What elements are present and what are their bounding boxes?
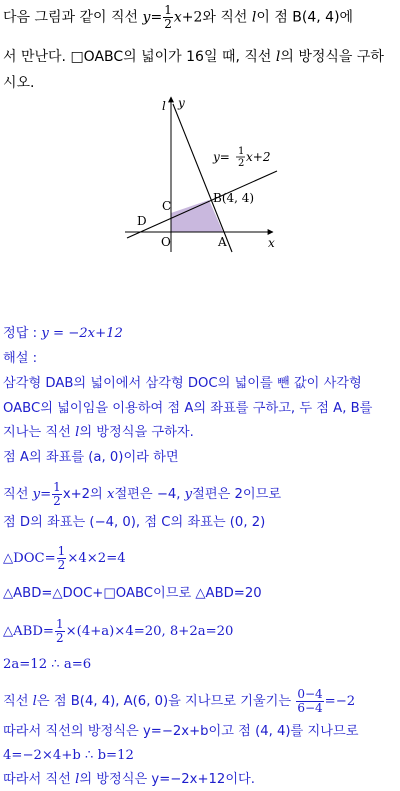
solution-line-4: 점 A의 좌표를 (a, 0)이라 하면: [3, 450, 179, 465]
fraction-one-half: [52, 481, 62, 508]
fraction-one-half: [55, 618, 65, 645]
question-text: 이 점 B(4, 4)에: [256, 9, 354, 26]
solution-line-10: 2a=12 ∴ a=6: [3, 657, 92, 672]
solution-line-8: △ABD=△DOC+□OABC이므로 △ABD=20: [3, 586, 262, 601]
solution-text: ×4×2=4: [67, 551, 126, 566]
equals-sign: =: [150, 9, 163, 26]
question-text: 와 직선: [202, 9, 252, 26]
label-point-d: D: [137, 214, 147, 228]
solution-line-13: 4=−2×4+b ∴ b=12: [3, 748, 134, 763]
var-y: y=: [32, 487, 52, 502]
coordinate-figure: [125, 92, 285, 252]
answer-line: [3, 325, 123, 343]
question-line-1: [3, 4, 353, 31]
answer-label: 정답 :: [3, 326, 42, 341]
question-text: 서 만난다. □OABC의 넓이가 16일 때, 직선: [3, 49, 276, 65]
var-l: l: [32, 694, 37, 709]
solution-text: 따라서 직선: [3, 772, 76, 787]
solution-text: 절편은 2이므로: [192, 487, 282, 502]
solution-text: ×(4+a)×4=20, 8+2a=20: [65, 624, 234, 639]
var-x: x: [173, 9, 182, 26]
var-y: y: [184, 487, 193, 502]
fraction-one-half: [57, 545, 67, 572]
solution-text: x+2의: [62, 487, 107, 502]
solution-line-2: OABC의 넓이임을 이용하여 점 A의 좌표를 구하고, 두 점 A, B를: [3, 401, 373, 416]
equation-label-rest: x+2: [246, 150, 271, 164]
solution-text: 절편은 −4,: [114, 487, 185, 502]
frac-num: 1: [53, 480, 61, 494]
question-line-2: [3, 48, 384, 66]
label-point-c: C: [162, 199, 172, 213]
question-text: 다음 그림과 같이 직선: [3, 9, 143, 26]
solution-text: △DOC=: [3, 551, 56, 566]
solution-line-12: 따라서 직선의 방정식은 y=−2x+b이고 점 (4, 4)를 지나므로: [3, 724, 359, 739]
solution-text: 지나는 직선: [3, 425, 76, 440]
plus-two: +2: [181, 9, 203, 26]
solution-text: 직선: [3, 487, 33, 502]
solution-line-3: [3, 424, 194, 442]
solution-line-6: 점 D의 좌표는 (−4, 0), 점 C의 좌표는 (0, 2): [3, 515, 266, 530]
question-text: 의 방정식을 구하: [280, 49, 384, 65]
var-l: l: [75, 772, 80, 787]
solution-text: 의 방정식을 구하자.: [79, 425, 194, 440]
equation-label-den: 2: [238, 158, 245, 169]
explain-label: 해설 :: [3, 351, 38, 366]
fraction-one-half: [163, 4, 173, 31]
frac-den: 2: [53, 494, 61, 508]
frac-den: 6−4: [297, 701, 323, 715]
solution-line-9: [3, 618, 233, 645]
frac-den: 2: [55, 631, 64, 645]
solution-line-1: 삼각형 DAB의 넓이에서 삼각형 DOC의 넓이를 뺀 값이 사각형: [3, 376, 362, 391]
solution-line-11: [3, 688, 355, 715]
label-y-axis: y: [178, 96, 185, 110]
label-x-axis: x: [268, 236, 275, 250]
var-x: x: [107, 487, 115, 502]
solution-line-7: [3, 545, 126, 572]
solution-text: =−2: [324, 694, 356, 709]
frac-num: 0−4: [297, 687, 323, 701]
equation-label-y: y=: [213, 150, 230, 164]
slope-fraction: [296, 688, 323, 715]
solution-line-5: [3, 481, 281, 508]
frac-den: 2: [57, 558, 66, 572]
solution-text: △ABD=: [3, 624, 54, 639]
answer-equation: y = −2x+12: [41, 326, 123, 341]
label-point-b: B(4, 4): [213, 191, 255, 205]
solution-line-14: [3, 771, 255, 789]
solution-text: 직선: [3, 694, 33, 709]
frac-num: 1: [55, 617, 64, 631]
label-origin: O: [161, 235, 171, 249]
frac-num: 1: [164, 3, 172, 17]
frac-num: 1: [57, 544, 66, 558]
solution-text: 은 점 B(4, 4), A(6, 0)을 지나므로 기울기는: [36, 694, 296, 709]
var-y: y: [142, 9, 151, 26]
var-l: l: [275, 49, 281, 65]
var-l: l: [251, 9, 257, 26]
equation-label-num: 1: [238, 146, 245, 157]
question-line-3: 시오.: [3, 75, 35, 91]
label-point-a: A: [218, 235, 227, 249]
var-l: l: [75, 425, 80, 440]
label-l: l: [162, 99, 166, 113]
frac-den: 2: [164, 17, 172, 31]
solution-text: 의 방정식은 y=−2x+12이다.: [79, 772, 255, 787]
